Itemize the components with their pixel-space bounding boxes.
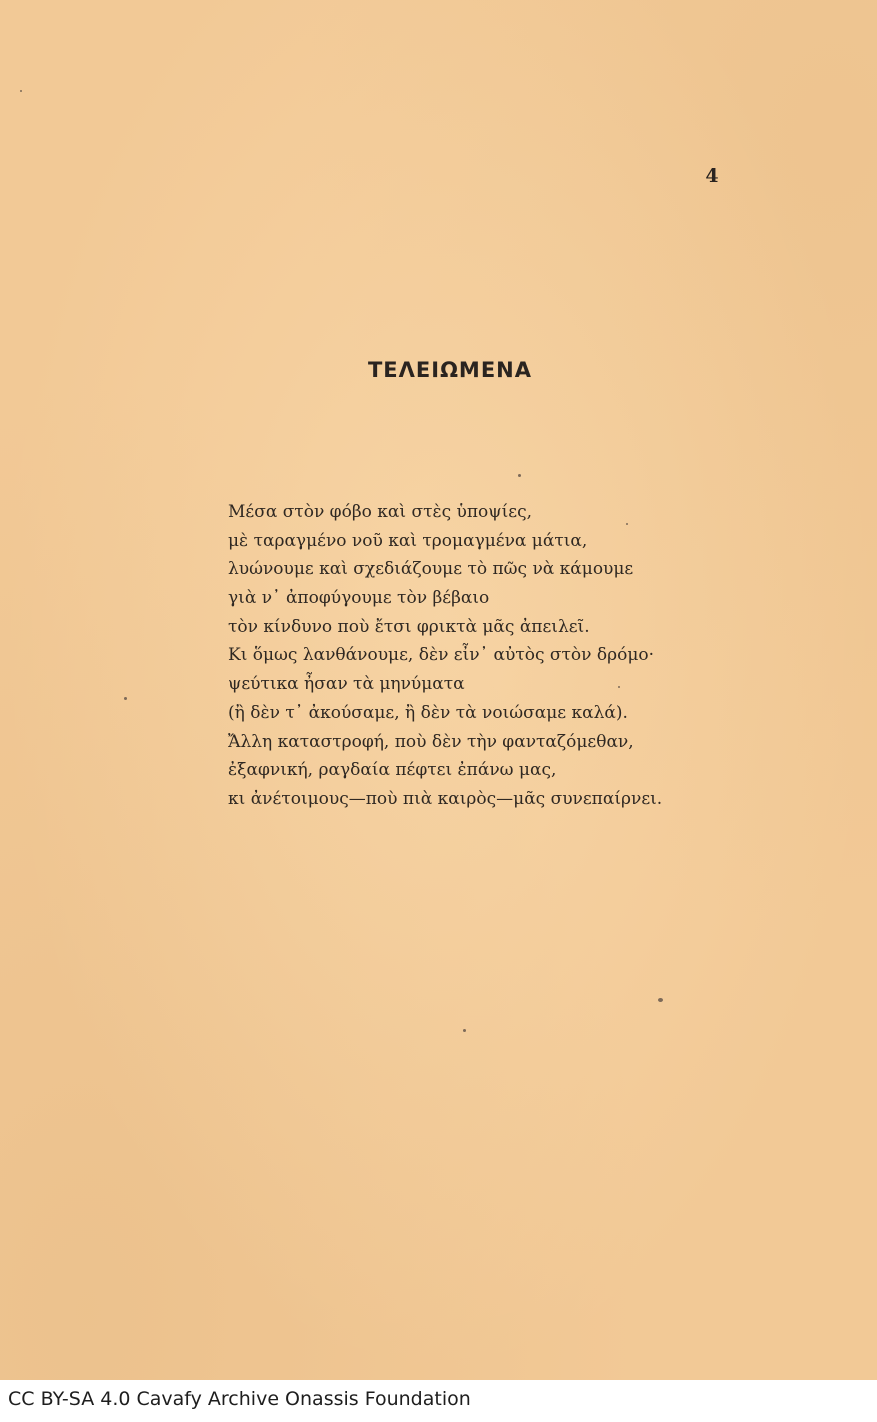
paper-speck [20, 90, 22, 92]
poem-line: λυώνουμε καὶ σχεδιάζουμε τὸ πῶς νὰ κάμουμε [228, 559, 634, 580]
poem-body [228, 498, 788, 814]
poem-line: ἐξαφνική, ραγδαία πέφτει ἐπάνω μας, [228, 760, 557, 781]
page-number: 4 [705, 165, 719, 187]
poem-line: Ἄλλη καταστροφή, ποὺ δὲν τὴν φανταζόμεθαν, [228, 731, 634, 752]
license-credit: CC BY-SA 4.0 Cavafy Archive Onassis Foundation [8, 1388, 471, 1410]
paper-speck [124, 697, 127, 700]
poem-line: ψεύτικα ἦσαν τὰ μηνύματα [228, 674, 465, 695]
poem-line: τὸν κίνδυνο ποὺ ἔτσι φρικτὰ μᾶς ἀπειλεῖ. [228, 616, 590, 637]
poem-line: μὲ ταραγμένο νοῦ καὶ τρομαγμένα μάτια, [228, 530, 588, 551]
poem-line: Μέσα στὸν φόβο καὶ στὲς ὑποψίες, [228, 502, 532, 522]
poem-line: γιὰ ν᾿ ἀποφύγουμε τὸν βέβαιο [228, 588, 490, 609]
paper-speck [658, 998, 663, 1002]
poem-line: κι ἀνέτοιμους—ποὺ πιὰ καιρὸς—μᾶς συνεπαίρνει. [228, 788, 663, 809]
poem-line: Κι ὅμως λανθάνουμε, δὲν εἶν᾿ αὐτὸς στὸν δρόμο· [228, 645, 655, 666]
paper-speck [463, 1029, 466, 1032]
poem-title: ΤΕΛΕΙΩΜΕΝΑ [367, 358, 532, 382]
paper-speck [618, 686, 620, 688]
paper-speck [626, 523, 628, 525]
poem-line: (ἢ δὲν τ᾿ ἀκούσαμε, ἢ δὲν τὰ νοιώσαμε καλά). [228, 702, 628, 723]
paper-speck [518, 474, 521, 477]
footer-bar [0, 1380, 877, 1422]
